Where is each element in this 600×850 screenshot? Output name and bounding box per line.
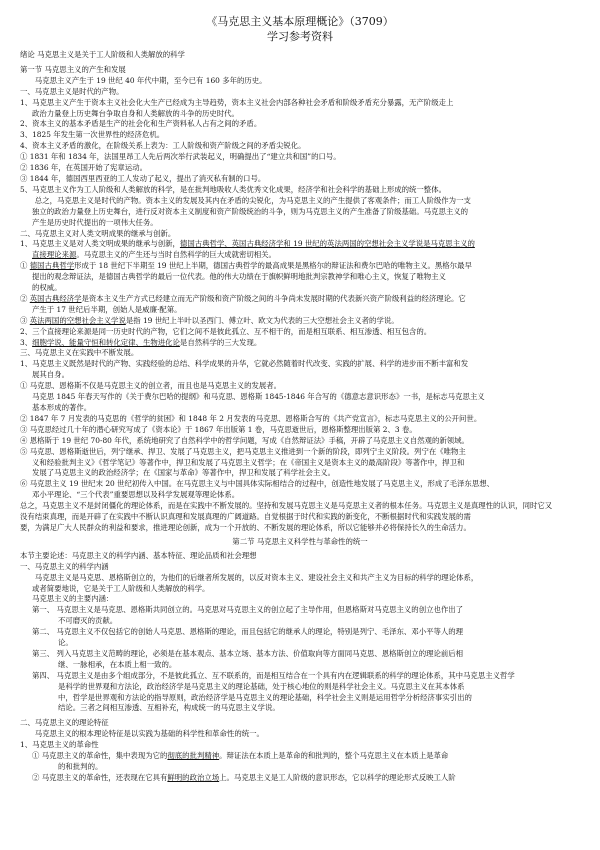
text-line: 或者简要地说，它是关于工人阶级和人类解放的科学。 [32,583,210,593]
subheading: 一、马克思主义是时代的产物。 [20,86,124,96]
text-line: ③ 英法两国的空想社会主义学说是指 19 世纪上半叶以圣西门、傅立叶、欧文为代表的三大空想社会主义者的学说。 [20,315,399,325]
section-1 [20,65,580,534]
underlined-text: 直接理论来源 [32,250,77,260]
text-line: ② 1836 年，在英国开始了宪章运动。 [20,163,147,173]
text-line: 马克思 1845 年春天写作的《关于费尔巴哈的提纲》和马克思、恩格斯 1845-1846 年合写的《德意志意识形态》一书，是标志马克思主义 [32,392,485,402]
text-line: 产生是历史时代提出的一项伟大任务。 [32,217,158,227]
text-line: 的权威。 [32,283,62,293]
underlined-text: 德国古典哲学 [29,261,75,271]
text-line: ② 马克思主义的革命性，还表现在它具有鲜明的政治立场上。马克思主义是工人阶级的意识形态，它以科学的理论形式反映工人阶 [32,772,456,782]
text-line: ③ 马克思经过几十年的潜心研究写成了《资本论》于 1867 年出版第 1 卷，马克思逝世后，恩格斯整理出版第 2、3 卷。 [20,424,417,434]
text-line: ⑤ 马克思、恩格斯逝世后，列宁继承、捍卫、发展了马克思主义，把马克思主义推进到一个新的阶段，即列宁主义阶段。列宁在《唯物主 [20,446,466,456]
text-line: 第四、 马克思主义是由多个组成部分，不是彼此孤立、互不联系的，而是相互结合在一个具有内在逻辑联系的科学的理论体系，其中马克思主义哲学 [32,670,515,680]
text-line: 产生于 17 世纪后半期，创始人是威廉·配第。 [32,304,182,314]
text-line: 结论。三者之间相互渗透、互相补充，构成统一的马克思主义学说。 [58,703,280,713]
text-line: 4、资本主义矛盾的激化，在阶级关系上表为：工人阶级和资产阶级之间的矛盾尖锐化。 [20,141,306,151]
subheading: 二、马克思主义对人类文明成果的继承与创新。 [20,228,176,238]
underlined-text: 英法两国的空想社会主义学说 [29,315,126,325]
section-heading: 第二节 马克思主义科学性与革命性的统一 [232,536,368,546]
text-line: ① 马克思、恩格斯不仅是马克思主义的创立者，而且也是马克思主义的发展者。 [20,381,282,391]
text-line: ① 马克思主义的革命性，集中表现为它的彻底的批判精神。辩证法在本质上是革命的和批判的，整个马克思主义在本质上是革命 [32,751,449,761]
text-line: ④ 恩格斯于 19 世纪 70-80 年代，系统地研究了自然科学中的哲学问题，写成《自然辩证法》手稿，开辟了马克思主义自然观的新领域。 [20,435,469,445]
text-line: 第一、 马克思主义是马克思、恩格斯共同创立的。马克思对马克思主义的创立起了主导作用，但恩格斯对马克思主义的创立也作出了 [32,605,464,615]
text-line: 的和批判的。 [58,762,103,771]
text-line: 1、马克思主义既然是时代的产物、实践经验的总结、科学成果的升华，它就必然随着时代改变、实践的扩展、科学的进步而不断丰富和发 [20,359,469,369]
text-line: 展其自身。 [32,370,69,380]
text-line: 第三、 列入马克思主义范畴的理论，必须是在基本观点、基本立场、基本方法、价值取向等方面同马克思、恩格斯创立的理论前后相 [32,648,464,658]
underlined-text: 鲜明的政治立场 [167,772,220,782]
text-line: 马克思主义产生于 19 世纪 40 年代中期，至今已有 160 多年的历史。 [34,75,267,85]
section-2 [20,537,580,784]
subheading: 二、马克思主义的理论特征 [20,718,109,728]
text-line: ② 1847 年 7 月发表的马克思的《哲学的贫困》和 1848 年 2 月发表的马克思、恩格斯合写的《共产党宣言》，标志马克思主义的公开问世。 [20,413,482,423]
text-line: ③ 1844 年，德国西里西亚的工人发动了起义，提出了消灭私有制的口号。 [20,173,266,183]
text-line: 2、资本主义的基本矛盾是生产的社会化和生产资料私人占有之间的矛盾。 [20,119,262,129]
text-line: 继、一脉相承，在本质上相一致的。 [58,659,177,669]
text-line: 2、三个直接理论来源是同一历史时代的产物，它们之间不是彼此孤立、互不相干的，而是相互联系、相互渗透、相互包含的。 [20,326,432,336]
text-line: 政治力量登上历史舞台争取自身和人类解放的斗争的历史时代。 [32,108,239,118]
text-line: 1、马克思主义产生于资本主义社会化大生产已经成为主导趋势，资本主义社会内部各种社会矛盾和阶级矛盾充分暴露，无产阶级走上 [20,97,454,107]
text-line: ② 英国古典经济学是资本主义生产方式已经建立而无产阶级和资产阶级之间的斗争尚未发展时期的代表新兴资产阶级利益的经济理论。它 [20,293,466,303]
text-line: 总之，马克思主义不是封闭僵化的理论体系，而是在实践中不断发展的。坚持和发展马克思主义是马克思主义者的根本任务。马克思主义是真理性的认识，同时它又 [20,501,553,511]
text-line: 直接理论来源。马克思主义的产生还与当时自然科学的巨大成就密切相关。 [32,250,276,260]
text-line: 马克思主义是马克思、恩格斯创立的，为他们的后继者所发展的，以反对资本主义、建设社会主义和共产主义为目标的科学的理论体系， [34,572,479,582]
underlined-text: 英国古典经济学 [29,293,82,303]
text-line: 提出的观念辩证法，是德国古典哲学的最后一位代表。他的伟大功绩在于旗帜鲜明地批判宗教神学和唯心主义，恢复了唯物主义 [32,272,446,282]
text-line: 发展了马克思主义的政治经济学；在《国家与革命》等著作中，捍卫和发展了科学社会主义。 [32,468,336,478]
text-line: 义和经验批判主义》《哲学笔记》等著作中，捍卫和发展了马克思主义哲学；在《帝国主义是资本主义的最高阶段》等著作中，捍卫和 [32,457,465,467]
text-line: 邓小平理论、“三个代表”重要思想以及科学发展观等理论体系。 [32,490,240,500]
subheading: 三、马克思主义在实践中不断发展。 [20,348,139,358]
text-line: 本节主要论述：马克思主义的科学内涵、基本特征、理论品质和社会理想 [20,550,257,560]
text-line: 第二、 马克思主义不仅包括它的创始人马克思、恩格斯的理论，而且包括它的继承人的理论，特别是列宁、毛泽东、邓小平等人的理 [32,627,464,637]
document-title: 《马克思主义基本原理概论》（3709） [206,15,394,28]
text-line: 马克思主义的主要内涵： [32,594,114,604]
underlined-text: 细胞学说、能量守恒和转化定律、生物进化论 [32,337,180,347]
subheading: 一、马克思主义的科学内涵 [20,561,109,571]
text-line: 独立的政治力量登上历史舞台，进行反对资本主义制度和资产阶级统治的斗争，则为马克思主义的产生准备了阶级基础。马克思主义的 [32,206,469,216]
text-line: 3、细胞学说、能量守恒和转化定律、生物进化论是自然科学的三大发现。 [20,337,262,347]
introduction-heading: 绪论 马克思主义是关于工人阶级和人类解放的科学 [20,50,185,59]
text-line: 没有结束真理，而是开辟了在实践中不断认识真理和发展真理的广阔道路。自觉根据于时代和实践的新变化，不断根据时代和实践发展的需 [20,512,471,522]
text-line: ① 1831 年和 1834 年，法国里昂工人先后两次举行武装起义，明确提出了“建立共和国”的口号。 [20,152,341,162]
text-line: ① 德国古典哲学形成于 18 世纪下半期至 19 世纪上半期，德国古典哲学的最高成果是黑格尔的辩证法和费尔巴哈的唯物主义。黑格尔最早 [20,261,472,271]
subheading: 1、马克思主义的革命性 [20,740,99,750]
text-line: 中，哲学是世界观和方法论的指导原则，政治经济学是马克思主义的理论基础，科学社会主义则是运用哲学分析经济事实引出的 [58,692,472,702]
document-subtitle: 学习参考资料 [267,30,333,43]
text-line: 3、1825 年发生第一次世界性的经济危机。 [20,130,165,140]
underlined-text: 彻底的批判精神 [167,751,220,761]
text-line: 基本形成的著作。 [32,403,92,412]
text-line: 要，为满足广大人民群众的利益和要求，推进理论创新，成为一个开放的、不断发展的理论体系，所以它能够并必将保持长久的生命活力。 [20,522,471,532]
text-line: 总之，马克思主义是时代的产物。资本主义的发展及其内在矛盾的尖锐化，为马克思主义的产生提供了客观条件；而工人阶级作为一支 [34,195,471,205]
text-line: 1、马克思主义是对人类文明成果的继承与创新，德国古典哲学、英国古典经济学和 19 世纪的英法两国的空想社会主义学说是马克思主义的 [20,239,475,249]
text-line: 不可磨灭的贡献。 [58,616,118,626]
text-line: 5、马克思主义作为工人阶级和人类解放的科学，是在批判地吸收人类优秀文化成果，经济学和社会科学的基础上形成的统一整体。 [20,184,446,194]
section-heading: 第一节 马克思主义的产生和发展 [20,64,126,74]
underlined-text: 德国古典哲学、英国古典经济学和 19 世纪的英法两国的空想社会主义学说是马克思主义的 [179,239,475,249]
text-line: ⑥ 马克思主义 19 世纪末 20 世纪初传入中国。在马克思主义与中国具体实际相结合的过程中，创造性地发展了马克思主义，形成了毛泽东思想、 [20,479,494,489]
text-line: 是科学的世界观和方法论，政治经济学是马克思主义的理论基础，处于核心地位的则是科学社会主义。马克思主义在其本体系 [58,681,465,691]
text-line: 马克思主义的根本理论特征是以实践为基础的科学性和革命性的统一。 [34,729,264,739]
text-line: 论。 [58,638,73,648]
